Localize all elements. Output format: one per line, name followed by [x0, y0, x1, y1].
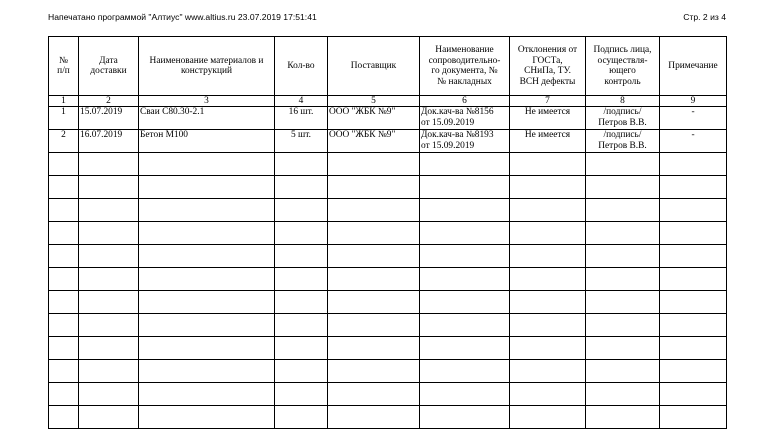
- empty-table-row: [49, 406, 727, 429]
- empty-cell: [328, 406, 420, 429]
- cell-signature: /подпись/ Петров В.В.: [586, 130, 660, 153]
- empty-cell: [79, 199, 139, 222]
- empty-cell: [275, 153, 328, 176]
- empty-cell: [49, 222, 79, 245]
- empty-cell: [79, 314, 139, 337]
- empty-cell: [49, 268, 79, 291]
- cell-note: -: [660, 107, 727, 130]
- column-number: 4: [275, 96, 328, 107]
- cell-document: Док.кач-ва №8193 от 15.09.2019: [420, 130, 510, 153]
- cell-deviation: Не имеется: [510, 130, 586, 153]
- empty-cell: [328, 176, 420, 199]
- empty-cell: [660, 406, 727, 429]
- column-header-signature: Подпись лица, осуществля- ющего контроль: [586, 37, 660, 96]
- empty-cell: [275, 383, 328, 406]
- empty-cell: [328, 291, 420, 314]
- column-header-material: Наименование материалов и конструкций: [139, 37, 275, 96]
- empty-cell: [586, 245, 660, 268]
- empty-cell: [139, 153, 275, 176]
- empty-cell: [139, 199, 275, 222]
- empty-cell: [79, 222, 139, 245]
- empty-cell: [510, 314, 586, 337]
- column-number: 7: [510, 96, 586, 107]
- column-header-date: Дата доставки: [79, 37, 139, 96]
- empty-table-row: [49, 245, 727, 268]
- empty-cell: [79, 291, 139, 314]
- empty-cell: [420, 153, 510, 176]
- column-number: 6: [420, 96, 510, 107]
- empty-cell: [275, 245, 328, 268]
- empty-cell: [139, 245, 275, 268]
- empty-cell: [420, 360, 510, 383]
- table-row: [49, 107, 727, 130]
- printed-by-text: Напечатано программой "Алтиус" www.altius.ru 23.07.2019 17:51:41: [48, 12, 317, 22]
- empty-cell: [49, 360, 79, 383]
- empty-cell: [328, 153, 420, 176]
- column-header-deviation: Отклонения от ГОСТа, СНиПа, ТУ. ВСН дефекты: [510, 37, 586, 96]
- empty-cell: [586, 176, 660, 199]
- cell-num: 1: [49, 107, 79, 130]
- empty-cell: [660, 199, 727, 222]
- cell-document: Док.кач-ва №8156 от 15.09.2019: [420, 107, 510, 130]
- empty-table-row: [49, 153, 727, 176]
- empty-cell: [275, 337, 328, 360]
- cell-date: 15.07.2019: [79, 107, 139, 130]
- empty-cell: [275, 406, 328, 429]
- empty-cell: [420, 245, 510, 268]
- empty-cell: [79, 383, 139, 406]
- empty-cell: [420, 222, 510, 245]
- table-row: [49, 130, 727, 153]
- empty-table-row: [49, 383, 727, 406]
- empty-cell: [139, 314, 275, 337]
- page-header: [48, 12, 726, 26]
- empty-cell: [328, 199, 420, 222]
- cell-supplier: ООО "ЖБК №9": [328, 130, 420, 153]
- cell-material: Бетон М100: [139, 130, 275, 153]
- empty-cell: [275, 314, 328, 337]
- column-number: 5: [328, 96, 420, 107]
- empty-cell: [420, 337, 510, 360]
- empty-cell: [510, 383, 586, 406]
- empty-cell: [275, 291, 328, 314]
- empty-cell: [79, 268, 139, 291]
- empty-cell: [139, 360, 275, 383]
- column-number-row: [49, 96, 727, 107]
- empty-cell: [139, 268, 275, 291]
- empty-cell: [510, 222, 586, 245]
- column-number: 9: [660, 96, 727, 107]
- empty-cell: [79, 176, 139, 199]
- empty-cell: [510, 153, 586, 176]
- column-header-qty: Кол-во: [275, 37, 328, 96]
- empty-cell: [139, 291, 275, 314]
- empty-cell: [79, 153, 139, 176]
- empty-cell: [510, 406, 586, 429]
- empty-cell: [49, 337, 79, 360]
- empty-cell: [139, 406, 275, 429]
- empty-table-row: [49, 291, 727, 314]
- empty-cell: [139, 337, 275, 360]
- cell-date: 16.07.2019: [79, 130, 139, 153]
- column-number: 3: [139, 96, 275, 107]
- header-row: [49, 37, 727, 96]
- empty-cell: [586, 268, 660, 291]
- empty-cell: [420, 176, 510, 199]
- empty-cell: [275, 222, 328, 245]
- empty-cell: [420, 268, 510, 291]
- empty-cell: [49, 153, 79, 176]
- empty-cell: [49, 245, 79, 268]
- empty-table-row: [49, 314, 727, 337]
- empty-cell: [510, 176, 586, 199]
- empty-cell: [660, 314, 727, 337]
- empty-cell: [49, 176, 79, 199]
- empty-cell: [586, 291, 660, 314]
- empty-cell: [510, 360, 586, 383]
- empty-table-row: [49, 222, 727, 245]
- empty-cell: [328, 360, 420, 383]
- column-number: 2: [79, 96, 139, 107]
- empty-cell: [49, 383, 79, 406]
- empty-cell: [586, 199, 660, 222]
- empty-cell: [510, 337, 586, 360]
- empty-cell: [510, 245, 586, 268]
- empty-table-row: [49, 268, 727, 291]
- empty-cell: [420, 406, 510, 429]
- empty-cell: [586, 383, 660, 406]
- empty-cell: [328, 337, 420, 360]
- cell-note: -: [660, 130, 727, 153]
- empty-cell: [49, 291, 79, 314]
- page-counter: Стр. 2 из 4: [683, 12, 726, 22]
- empty-cell: [660, 291, 727, 314]
- column-header-document: Наименование сопроводительно- го документа, № № накладных: [420, 37, 510, 96]
- empty-table-row: [49, 199, 727, 222]
- empty-cell: [420, 199, 510, 222]
- empty-cell: [79, 245, 139, 268]
- empty-cell: [660, 337, 727, 360]
- empty-cell: [79, 406, 139, 429]
- cell-qty: 5 шт.: [275, 130, 328, 153]
- empty-cell: [79, 360, 139, 383]
- cell-qty: 16 шт.: [275, 107, 328, 130]
- cell-material: Сваи С80.30-2.1: [139, 107, 275, 130]
- empty-cell: [586, 406, 660, 429]
- cell-num: 2: [49, 130, 79, 153]
- empty-cell: [420, 291, 510, 314]
- empty-cell: [420, 314, 510, 337]
- empty-cell: [660, 222, 727, 245]
- empty-cell: [139, 176, 275, 199]
- empty-cell: [275, 176, 328, 199]
- empty-cell: [49, 314, 79, 337]
- empty-cell: [586, 314, 660, 337]
- cell-deviation: Не имеется: [510, 107, 586, 130]
- empty-cell: [586, 360, 660, 383]
- empty-cell: [139, 383, 275, 406]
- empty-cell: [275, 268, 328, 291]
- empty-table-row: [49, 176, 727, 199]
- empty-cell: [660, 153, 727, 176]
- column-header-note: Примечание: [660, 37, 727, 96]
- column-number: 8: [586, 96, 660, 107]
- empty-cell: [275, 360, 328, 383]
- empty-cell: [510, 199, 586, 222]
- empty-cell: [510, 268, 586, 291]
- empty-cell: [660, 245, 727, 268]
- empty-cell: [660, 176, 727, 199]
- empty-cell: [328, 268, 420, 291]
- column-header-supplier: Поставщик: [328, 37, 420, 96]
- column-number: 1: [49, 96, 79, 107]
- empty-cell: [510, 291, 586, 314]
- empty-table-row: [49, 337, 727, 360]
- empty-cell: [328, 314, 420, 337]
- empty-cell: [660, 360, 727, 383]
- empty-cell: [420, 383, 510, 406]
- cell-supplier: ООО "ЖБК №9": [328, 107, 420, 130]
- empty-cell: [328, 383, 420, 406]
- empty-cell: [328, 222, 420, 245]
- empty-cell: [328, 245, 420, 268]
- empty-cell: [586, 153, 660, 176]
- empty-cell: [660, 268, 727, 291]
- empty-cell: [275, 199, 328, 222]
- empty-cell: [49, 199, 79, 222]
- cell-signature: /подпись/ Петров В.В.: [586, 107, 660, 130]
- empty-cell: [586, 337, 660, 360]
- empty-cell: [79, 337, 139, 360]
- empty-cell: [586, 222, 660, 245]
- empty-cell: [139, 222, 275, 245]
- empty-table-row: [49, 360, 727, 383]
- empty-cell: [49, 406, 79, 429]
- empty-cell: [660, 383, 727, 406]
- column-header-num: № п/п: [49, 37, 79, 96]
- materials-journal-table: [48, 36, 727, 429]
